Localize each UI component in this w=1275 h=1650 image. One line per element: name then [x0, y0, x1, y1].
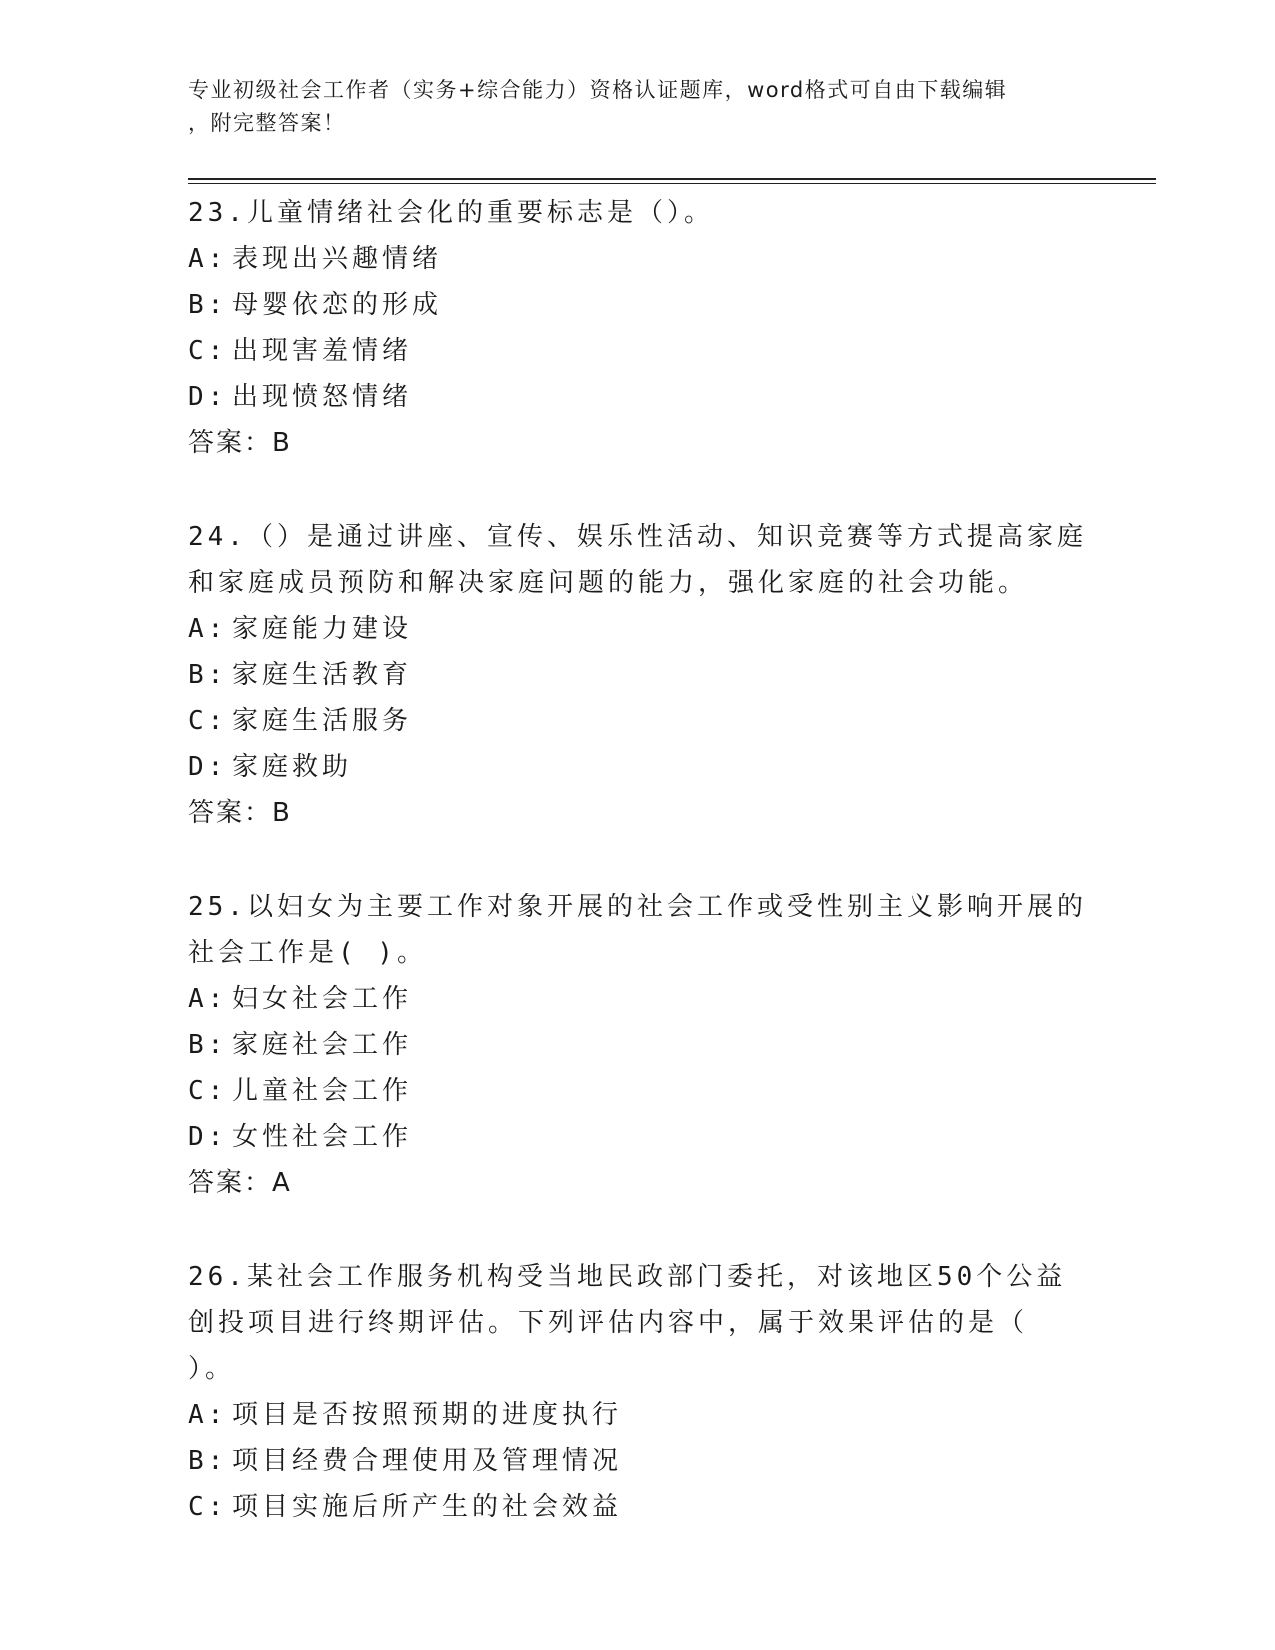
option-letter: D: — [188, 1122, 228, 1152]
option-letter: B: — [188, 660, 228, 690]
option-letter: C: — [188, 1492, 228, 1522]
option-letter: A: — [188, 984, 228, 1014]
option-text: 出现害羞情绪 — [232, 336, 413, 366]
option-c — [188, 698, 1088, 744]
option-a — [188, 1392, 1088, 1438]
option-text: 项目实施后所产生的社会效益 — [232, 1492, 623, 1522]
option-text: 出现愤怒情绪 — [232, 382, 413, 412]
option-text: 母婴依恋的形成 — [232, 290, 443, 320]
option-b — [188, 282, 1088, 328]
option-letter: B: — [188, 1446, 228, 1476]
option-letter: D: — [188, 382, 228, 412]
question-text: 23.儿童情绪社会化的重要标志是（）。 — [188, 198, 714, 228]
option-letter: C: — [188, 336, 228, 366]
option-text: 表现出兴趣情绪 — [232, 244, 443, 274]
option-text: 项目是否按照预期的进度执行 — [232, 1400, 623, 1430]
option-c — [188, 1068, 1088, 1114]
option-d — [188, 374, 1088, 420]
header-divider-thin — [188, 183, 1156, 184]
option-text: 儿童社会工作 — [232, 1076, 413, 1106]
option-letter: D: — [188, 752, 228, 782]
option-d — [188, 744, 1088, 790]
header-line-1: 专业初级社会工作者（实务+综合能力）资格认证题库，word格式可自由下载编辑 — [188, 78, 1008, 102]
option-text: 家庭能力建设 — [232, 614, 413, 644]
option-a — [188, 976, 1088, 1022]
option-b — [188, 1022, 1088, 1068]
header-divider-thick — [188, 178, 1156, 180]
option-text: 家庭生活服务 — [232, 706, 413, 736]
option-letter: B: — [188, 1030, 228, 1060]
option-c — [188, 1484, 1088, 1530]
option-a — [188, 236, 1088, 282]
option-text: 项目经费合理使用及管理情况 — [232, 1446, 623, 1476]
option-letter: B: — [188, 290, 228, 320]
option-text: 女性社会工作 — [232, 1122, 413, 1152]
question-24 — [188, 514, 1088, 836]
header-line-2: ，附完整答案！ — [188, 111, 346, 135]
question-list — [188, 190, 1088, 1578]
option-text: 妇女社会工作 — [232, 984, 413, 1014]
option-d — [188, 1114, 1088, 1160]
option-letter: A: — [188, 1400, 228, 1430]
question-26 — [188, 1254, 1088, 1530]
question-text: 25.以妇女为主要工作对象开展的社会工作或受性别主义影响开展的社会工作是( )。 — [188, 892, 1087, 968]
option-text: 家庭社会工作 — [232, 1030, 413, 1060]
option-c — [188, 328, 1088, 374]
question-25 — [188, 884, 1088, 1206]
option-text: 家庭生活教育 — [232, 660, 413, 690]
option-b — [188, 652, 1088, 698]
option-letter: A: — [188, 244, 228, 274]
answer-text: 答案：B — [188, 798, 292, 828]
option-letter: C: — [188, 1076, 228, 1106]
option-b — [188, 1438, 1088, 1484]
option-a — [188, 606, 1088, 652]
option-text: 家庭救助 — [232, 752, 353, 782]
answer-text: 答案：B — [188, 428, 292, 458]
question-23 — [188, 190, 1088, 466]
question-text: 24.（）是通过讲座、宣传、娱乐性活动、知识竞赛等方式提高家庭和家庭成员预防和解决家庭问题的能力，强化家庭的社会功能。 — [188, 522, 1087, 598]
answer-text: 答案：A — [188, 1168, 292, 1198]
option-letter: A: — [188, 614, 228, 644]
document-header — [188, 74, 1088, 140]
option-letter: C: — [188, 706, 228, 736]
question-text: 26.某社会工作服务机构受当地民政部门委托，对该地区50个公益创投项目进行终期评估。下列评估内容中，属于效果评估的是（ ）。 — [188, 1262, 1067, 1384]
